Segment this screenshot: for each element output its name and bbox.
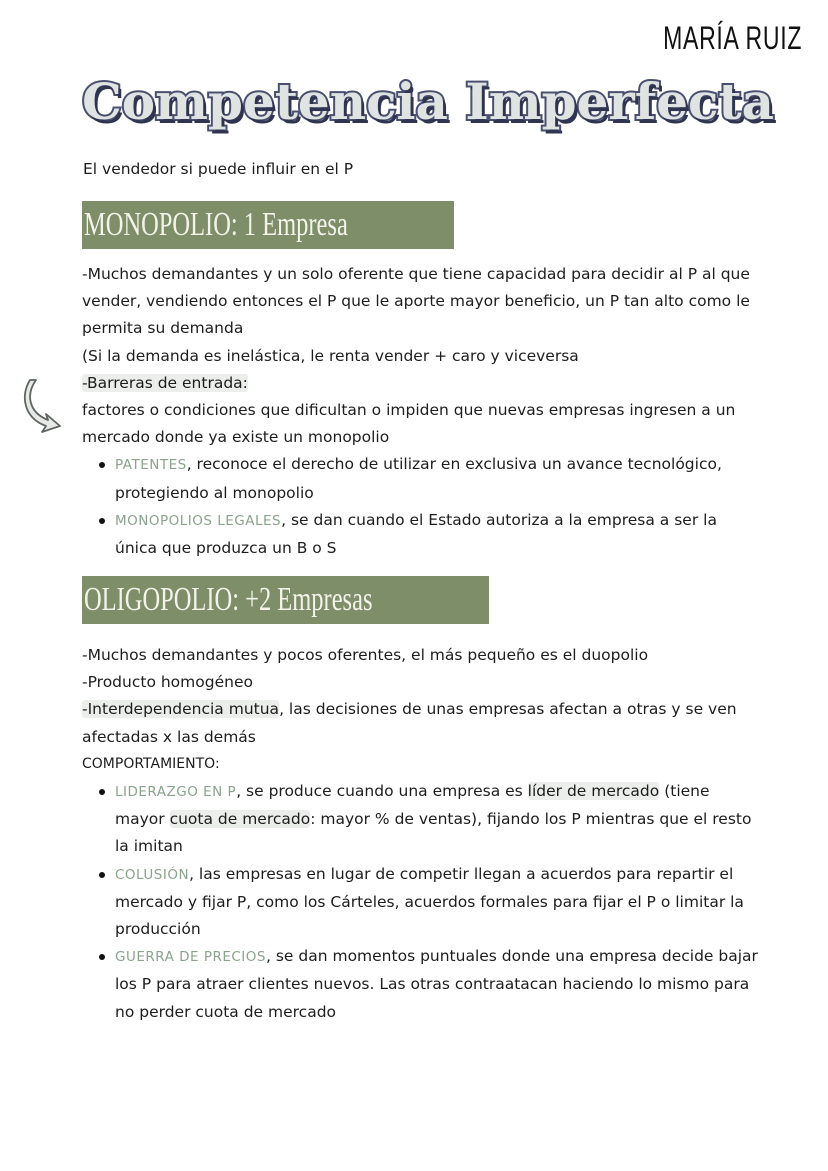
cuota-highlight: cuota de mercado [169, 810, 311, 829]
bullet-text: , se dan cuando el Estado autoriza a la empresa a ser la única que produzca un B o S [115, 510, 717, 558]
bullet-term: MONOPOLIOS LEGALES [115, 512, 282, 529]
barreras-text: factores o condiciones que dificultan o impiden que nuevas empresas ingresen a un mercado donde ya existe un monopolio [82, 401, 736, 447]
bullet-term: PATENTES [115, 457, 187, 474]
comportamiento-label: COMPORTAMIENTO: [82, 755, 220, 772]
monopolio-heading [82, 201, 454, 249]
bullet-term: COLUSIÓN [115, 866, 190, 883]
bullet-term: GUERRA DE PRECIOS [115, 949, 266, 966]
bullet-term: LIDERAZGO EN P [115, 784, 237, 801]
bullet-text: (tiene mayor [115, 782, 710, 829]
interdependencia-text: , las decisiones de unas empresas afectan a otras y se ven afectadas x las demás [82, 700, 737, 746]
barreras-label-line [82, 370, 762, 397]
monopolio-heading-text: MONOPOLIO: 1 Empresa [84, 206, 348, 243]
bullet-text: , las empresas en lugar de competir llegan a acuerdos para repartir el mercado y fijar P, como los Cárteles, acuerdos formales para fijar el P o limitar la producción [115, 864, 744, 939]
monopolio-body [82, 261, 762, 562]
lider-highlight: líder de mercado [527, 782, 660, 801]
monopolio-line-1: -Muchos demandantes y un solo oferente que tiene capacidad para decidir al P al que vender, vendiendo entonces el P que le aporte mayor beneficio, un P tan alto como le permita su demanda [82, 265, 750, 338]
bullet-text: , reconoce el derecho de utilizar en exclusiva un avance tecnológico, protegiendo al monopolio [115, 455, 722, 502]
monopolio-bullet-list [82, 451, 762, 562]
oligopolio-body [82, 642, 762, 1026]
intro-text: El vendedor si puede influir en el P [83, 160, 354, 178]
list-item [115, 778, 762, 861]
list-item [115, 861, 762, 944]
list-item [115, 451, 762, 506]
interdependencia-highlight: -Interdependencia mutua [82, 700, 280, 719]
oligopolio-bullet-list [82, 778, 762, 1026]
author-name: MARÍA RUIZ [662, 20, 802, 56]
oligopolio-heading-text: OLIGOPOLIO: +2 Empresas [84, 581, 373, 618]
oligopolio-line-1: -Muchos demandantes y pocos oferentes, el más pequeño es el duopolio [82, 646, 649, 664]
bullet-text: , se produce cuando una empresa es [236, 782, 528, 801]
list-item [115, 943, 762, 1026]
oligopolio-line-2: -Producto homogéneo [82, 673, 253, 692]
page-title: Competencia Imperfecta [82, 72, 774, 131]
bullet-text: , se dan momentos puntuales donde una empresa decide bajar los P para atraer clientes nuevos. Las otras contraatacan haciendo lo mismo para no perder cuota de mercado [115, 947, 758, 1021]
barreras-label: -Barreras de entrada: [82, 373, 248, 392]
list-item [115, 507, 762, 562]
curved-arrow-icon [22, 376, 66, 440]
bullet-text: : mayor % de ventas), fijando los P mientras que el resto la imitan [115, 810, 752, 856]
oligopolio-line-3 [82, 696, 762, 750]
oligopolio-heading [82, 576, 489, 624]
monopolio-line-2: (Si la demanda es inelástica, le renta vender + caro y viceversa [82, 346, 579, 365]
